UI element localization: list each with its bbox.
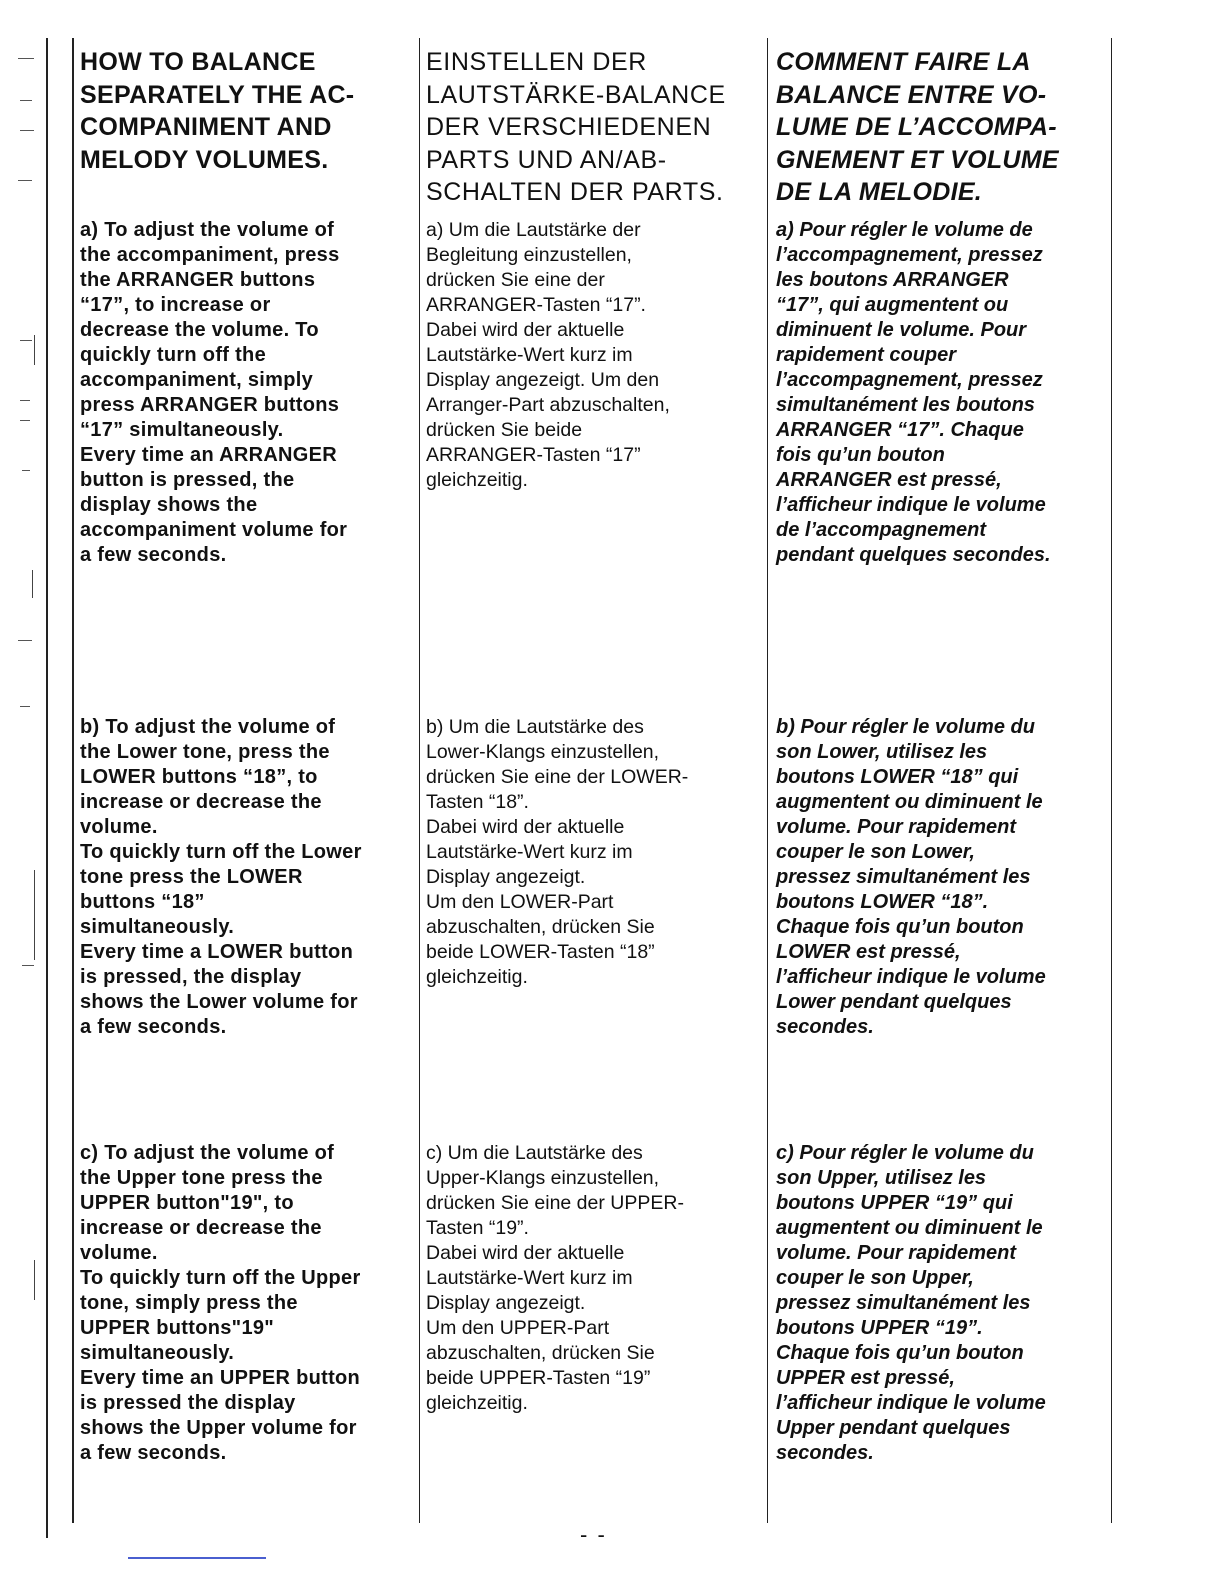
paragraph-french-a: a) Pour régler le volume de l’accompagnement, pressez les boutons ARRANGER “17”, qui augmentent ou diminuent le volume. Pour rapidement couper l’accompagnement, pressez simultanément les boutons ARRANGER “17”. Chaque fois qu’un bouton ARRANGER est pressé, l’afficheur indique le volume de l’accompagnement pendant quelques secondes. [776, 219, 1051, 566]
paragraph-english-c: c) To adjust the volume of the Upper tone press the UPPER button"19", to increase or decrease the volume. To quickly turn off the Upper tone, simply press the UPPER buttons"19" simultaneously. Every time an UPPER button is pressed the display shows the Upper volume for a few seconds. [80, 1142, 361, 1464]
binder-edge-line [46, 38, 48, 1538]
column-rule-1 [419, 38, 420, 1523]
footer-rule [128, 1557, 266, 1559]
paragraph-french-b: b) Pour régler le volume du son Lower, utilisez les boutons LOWER “18” qui augmentent ou diminuent le volume. Pour rapidement couper le son Lower, pressez simultanément les boutons LOWER “18”. Chaque fois qu’un bouton LOWER est pressé, l’afficheur indique le volume Lower pendant quelques secondes. [776, 716, 1046, 1038]
binder-tick [20, 706, 30, 707]
binder-mark [34, 335, 35, 365]
binder-tick [20, 420, 30, 421]
column-rule-2 [767, 38, 768, 1523]
binder-tick [20, 340, 32, 341]
paragraph-german-a: a) Um die Lautstärke der Begleitung einzustellen, drücken Sie eine der ARRANGER-Tasten “17”. Dabei wird der aktuelle Lautstärke-Wert kurz im Display angezeigt. Um den Arranger-Part abzuschalten, drücken Sie beide ARRANGER-Tasten “17” gleichzeitig. [426, 219, 670, 491]
binder-tick [22, 965, 34, 966]
column-english [80, 46, 410, 1464]
binder-tick [22, 470, 30, 471]
column-german [426, 46, 756, 1414]
binder-tick [20, 100, 32, 101]
column-rule-right [1111, 38, 1112, 1523]
binder-tick [18, 180, 32, 181]
binder-tick [18, 640, 32, 641]
column-rule-left [72, 38, 74, 1523]
column-french [776, 46, 1104, 1464]
page-number: - - [580, 1522, 607, 1547]
binder-tick [20, 400, 30, 401]
paragraph-german-b: b) Um die Lautstärke des Lower-Klangs einzustellen, drücken Sie eine der LOWER- Tasten “18”. Dabei wird der aktuelle Lautstärke-Wert kurz im Display angezeigt. Um den LOWER-Part abzuschalten, drücken Sie beide LOWER-Tasten “18” gleichzeitig. [426, 716, 689, 988]
binder-mark [32, 570, 33, 598]
heading-english: HOW TO BALANCE SEPARATELY THE AC- COMPANIMENT AND MELODY VOLUMES. [80, 48, 355, 174]
paragraph-english-a: a) To adjust the volume of the accompaniment, press the ARRANGER buttons “17”, to increase or decrease the volume. To quickly turn off the accompaniment, simply press ARRANGER buttons “17” simultaneously. Every time an ARRANGER button is pressed, the display shows the accompaniment volume for a few seconds. [80, 219, 348, 566]
binder-tick [18, 58, 34, 59]
heading-french: COMMENT FAIRE LA BALANCE ENTRE VO- LUME DE L’ACCOMPA- GNEMENT ET VOLUME DE LA MELODIE. [776, 48, 1059, 206]
binder-tick [20, 130, 34, 131]
paragraph-english-b: b) To adjust the volume of the Lower tone, press the LOWER buttons “18”, to increase or decrease the volume. To quickly turn off the Lower tone press the LOWER buttons “18” simultaneously. Every time a LOWER button is pressed, the display shows the Lower volume for a few seconds. [80, 716, 362, 1038]
binder-mark [34, 1260, 35, 1300]
binder-mark [34, 870, 35, 960]
paragraph-french-c: c) Pour régler le volume du son Upper, utilisez les boutons UPPER “19” qui augmentent ou diminuent le volume. Pour rapidement couper le son Upper, pressez simultanément les boutons UPPER “19”. Chaque fois qu’un bouton UPPER est pressé, l’afficheur indique le volume Upper pendant quelques secondes. [776, 1142, 1046, 1464]
paragraph-german-c: c) Um die Lautstärke des Upper-Klangs einzustellen, drücken Sie eine der UPPER- Tasten “19”. Dabei wird der aktuelle Lautstärke-Wert kurz im Display angezeigt. Um den UPPER-Part abzuschalten, drücken Sie beide UPPER-Tasten “19” gleichzeitig. [426, 1142, 684, 1414]
heading-german: EINSTELLEN DER LAUTSTÄRKE-BALANCE DER VERSCHIEDENEN PARTS UND AN/AB- SCHALTEN DER PARTS. [426, 48, 726, 206]
